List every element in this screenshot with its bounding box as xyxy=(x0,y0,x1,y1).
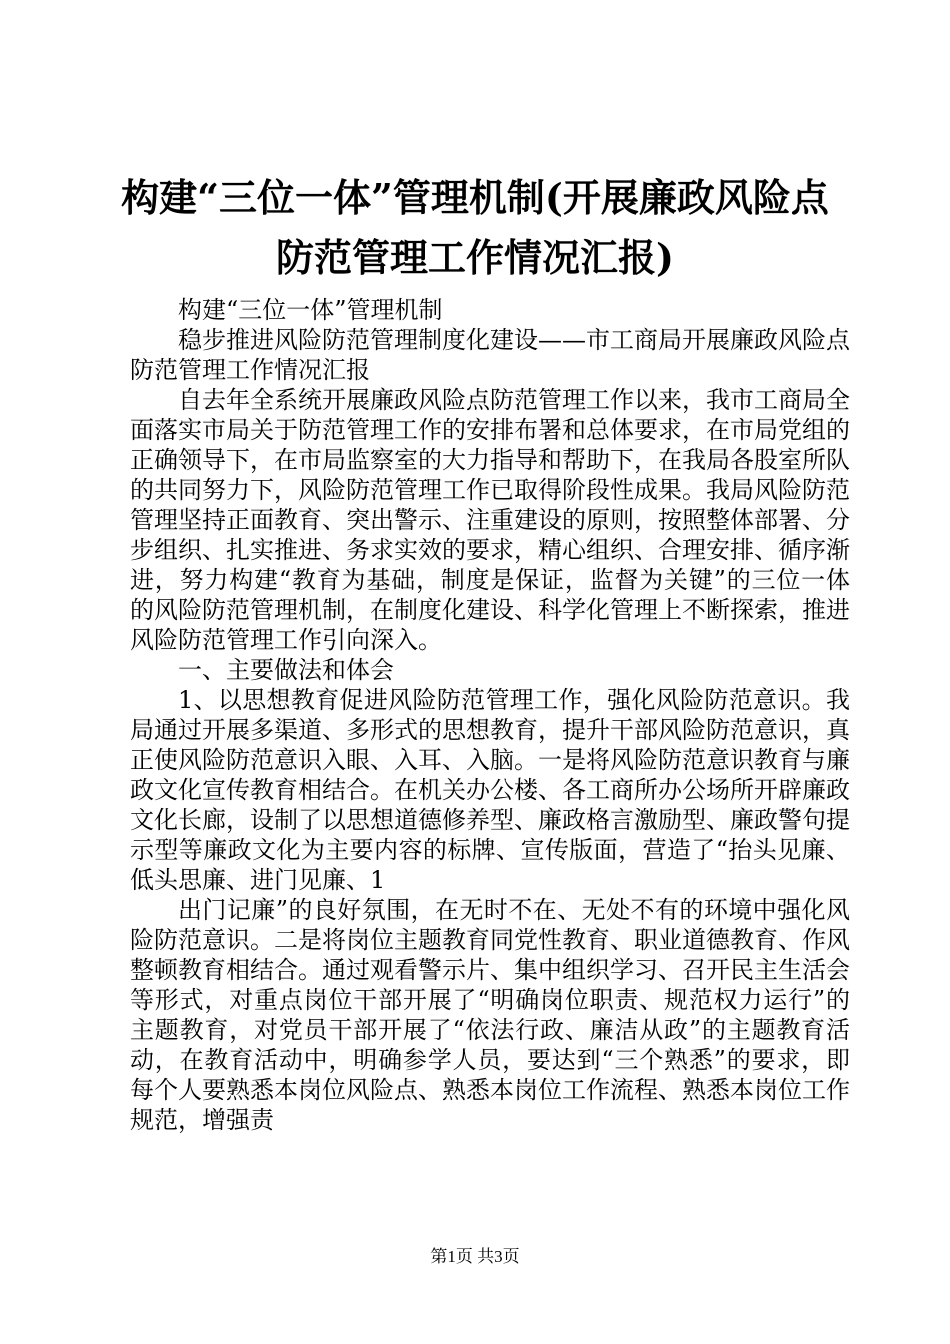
document-body xyxy=(130,295,850,1135)
body-paragraph: 1、以思想教育促进风险防范管理工作，强化风险防范意识。我局通过开展多渠道、多形式的思想教育，提升干部风险防范意识，真正使风险防范意识入眼、入耳、入脑。一是将风险防范意识教育与廉政文化宣传教育相结合。在机关办公楼、各工商所办公场所开辟廉政文化长廊，设制了以思想道德修养型、廉政格言激励型、廉政警句提示型等廉政文化为主要内容的标牌、宣传版面，营造了“抬头见廉、低头思廉、进门见廉、1 xyxy=(130,686,850,894)
section-heading: 一、主要做法和体会 xyxy=(178,656,394,684)
body-paragraph: 出门记廉”的良好氛围，在无时不在、无处不有的环境中强化风险防范意识。二是将岗位主题教育同党性教育、职业道德教育、作风整顿教育相结合。通过观看警示片、集中组织学习、召开民主生活会等形式，对重点岗位干部开展了“明确岗位职责、规范权力运行”的主题教育，对党员干部开展了“依法行政、廉洁从政”的主题教育活动，在教育活动中，明确参学人员，要达到“三个熟悉”的要求，即每个人要熟悉本岗位风险点、熟悉本岗位工作流程、熟悉本岗位工作规范，增强责 xyxy=(130,896,850,1134)
subtitle-line: 构建“三位一体”管理机制 xyxy=(178,296,443,324)
subtitle-line: 稳步推进风险防范管理制度化建设——市工商局开展廉政风险点防范管理工作情况汇报 xyxy=(130,326,850,384)
document-title: 构建“三位一体”管理机制(开展廉政风险点防范管理工作情况汇报) xyxy=(121,175,829,280)
body-paragraph: 自去年全系统开展廉政风险点防范管理工作以来，我市工商局全面落实市局关于防范管理工作的安排布署和总体要求，在市局党组的正确领导下，在市局监察室的大力指导和帮助下，在我局各股室所队的共同努力下，风险防范管理工作已取得阶段性成果。我局风险防范管理坚持正面教育、突出警示、注重建设的原则，按照整体部署、分步组织、扎实推进、务求实效的要求，精心组织、合理安排、循序渐进，努力构建“教育为基础，制度是保证，监督为关键”的三位一体的风险防范管理机制，在制度化建设、科学化管理上不断探索，推进风险防范管理工作引向深入。 xyxy=(130,386,850,654)
page-number: 第1页 共3页 xyxy=(430,1247,520,1266)
